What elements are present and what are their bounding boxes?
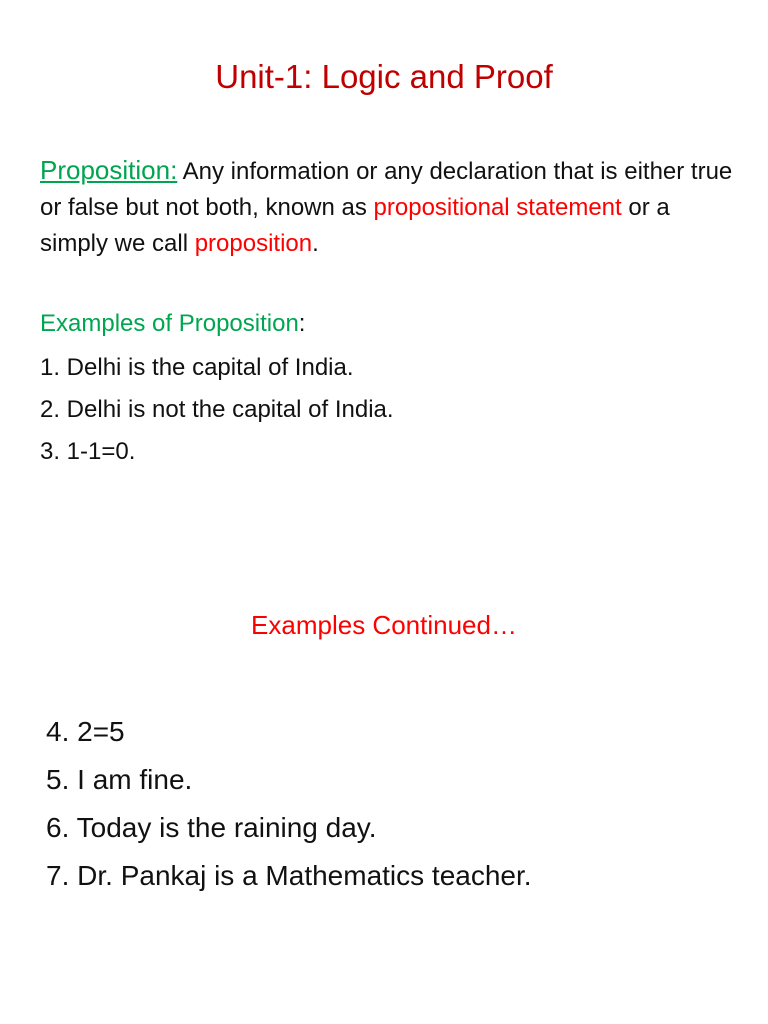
list-item: 7. Dr. Pankaj is a Mathematics teacher. xyxy=(46,860,532,891)
page-title: Unit-1: Logic and Proof xyxy=(215,58,553,95)
proposition-definition xyxy=(40,152,740,262)
list-item: 2. Delhi is not the capital of India. xyxy=(40,396,394,423)
examples-list xyxy=(40,352,394,478)
definition-highlight-propositional-statement: propositional statement xyxy=(373,194,622,221)
definition-text-3: . xyxy=(312,230,319,257)
definition-term: Proposition: xyxy=(40,155,178,185)
examples-continued-heading: Examples Continued… xyxy=(251,610,517,640)
examples-heading-label: Examples of Proposition xyxy=(40,310,299,337)
list-item: 4. 2=5 xyxy=(46,716,125,747)
list-item: 1. Delhi is the capital of India. xyxy=(40,354,354,381)
list-item: 5. I am fine. xyxy=(46,764,193,795)
examples-continued-list xyxy=(46,712,532,904)
definition-highlight-proposition: proposition xyxy=(194,230,313,257)
list-item: 6. Today is the raining day. xyxy=(46,812,377,843)
list-item: 3. 1-1=0. xyxy=(40,438,136,465)
examples-heading-suffix: : xyxy=(298,310,306,337)
examples-heading xyxy=(40,310,305,338)
definition-text-1: Any information or any declaration that is either true or false but not both, known as xyxy=(40,158,733,221)
definition-text-2: or a simply we call xyxy=(40,194,670,257)
